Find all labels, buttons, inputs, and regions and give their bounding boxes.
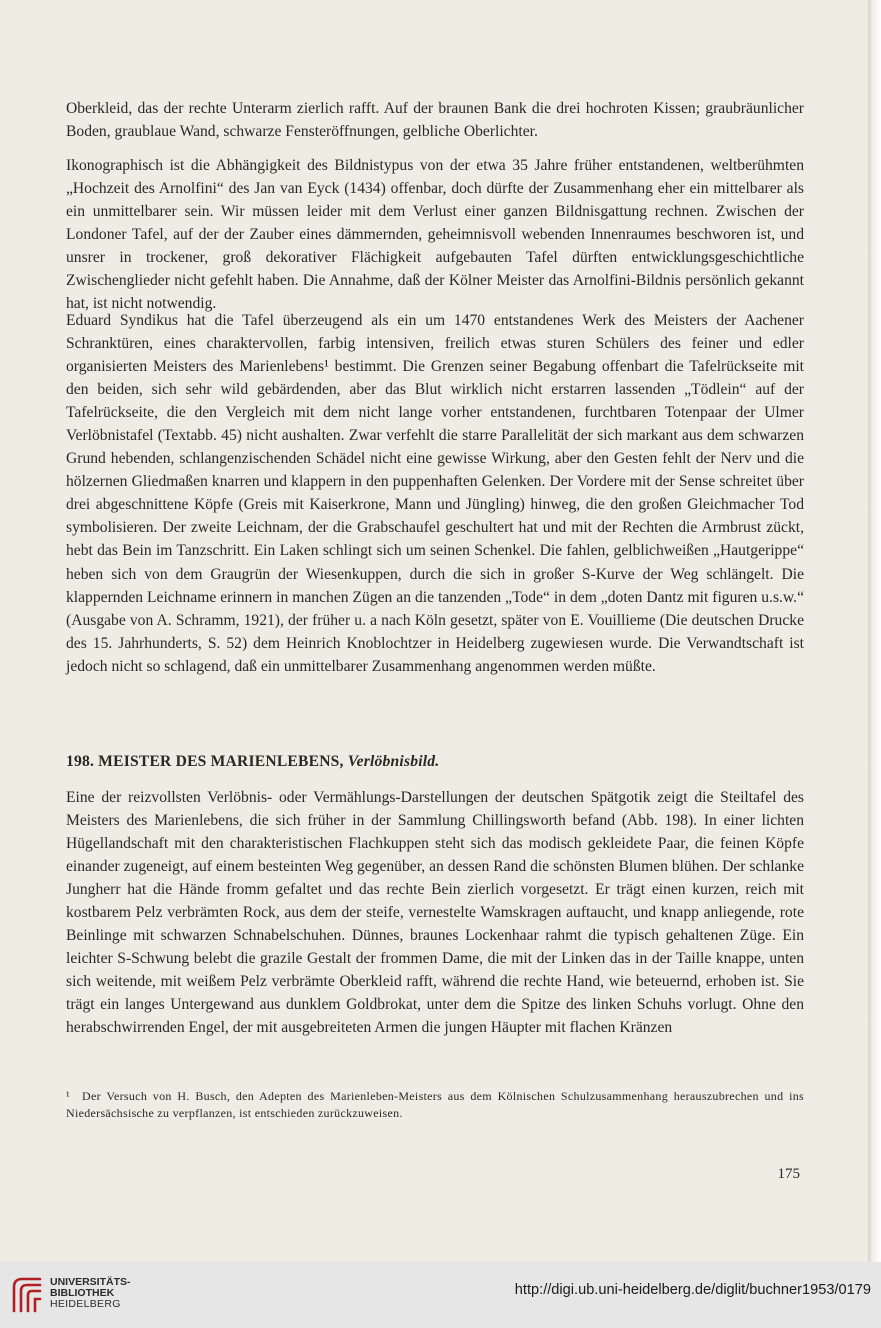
permalink-url[interactable]: http://digi.ub.uni-heidelberg.de/diglit/buchner1953/0179: [514, 1282, 871, 1298]
footnote-text: Der Versuch von H. Busch, den Adepten des Marienleben-Meisters aus dem Kölnischen Schulzusammenhang herauszubrechen und ins Niedersächsische zu verpflanzen, ist entschieden zurückzuweisen.: [66, 1089, 804, 1120]
footnote-marker: ¹: [66, 1089, 70, 1103]
footnote: [66, 1088, 804, 1122]
library-logo[interactable]: [10, 1270, 200, 1320]
logo-line-3: HEIDELBERG: [50, 1298, 121, 1310]
section-heading-title: 198. MEISTER DES MARIENLEBENS,: [66, 753, 344, 770]
library-logo-text: [50, 1277, 131, 1310]
library-logo-icon: [10, 1273, 44, 1315]
body-paragraph-1: Oberkleid, das der rechte Unterarm zierlich rafft. Auf der braunen Bank die drei hochroten Kissen; graubräunlicher Boden, graublaue Wand, schwarze Fensteröffnungen, gelbliche Oberlichter.: [66, 100, 804, 141]
section-heading: [66, 752, 804, 772]
page-number: 175: [777, 1166, 800, 1182]
body-paragraph-2: Ikonographisch ist die Abhängigkeit des Bildnistypus von der etwa 35 Jahre früher entstandenen, weltberühmten „Hochzeit des Arnolfini“ des Jan van Eyck (1434) offenbar, doch dürfte der Zusammenhang eher ein mittelbarer als ein unmittelbarer sein. Wir müssen leider mit dem Verlust einer ganzen Bildnisgattung rechnen. Zwischen der Londoner Tafel, auf der der Zauber eines dämmernden, geheimnisvoll webenden Innenraumes beschworen ist, und unsrer in trockener, groß dekorativer Flächigkeit aufgebauten Tafel dürften entwicklungsgeschichtliche Zwischenglieder nicht gefehlt haben. Die Annahme, daß der Kölner Meister das Arnolfini-Bildnis persönlich gekannt hat, ist nicht notwendig.: [66, 157, 804, 313]
footer-bar: [0, 1262, 881, 1328]
body-paragraph-4: Eine der reizvollsten Verlöbnis- oder Vermählungs-Darstellungen der deutschen Spätgotik zeigt die Steiltafel des Meisters des Marienlebens, die sich früher in der Sammlung Chillingsworth befand (Abb. 198). In einer lichten Hügellandschaft mit den charakteristischen Flachkuppen steht sich das modisch gekleidete Paar, die feinen Köpfe einander zugeneigt, auf einem besteinten Weg gegenüber, an dessen Rand die schönsten Blumen blühen. Der schlanke Jungherr hat die Hände fromm gefaltet und das rechte Bein zierlich vorgesetzt. Er trägt einen kurzen, reich mit kostbarem Pelz verbrämten Rock, aus dem der steife, vernestelte Wamskragen auftaucht, und knapp anliegende, rote Beinlinge mit schwarzen Schnabelschuhen. Dünnes, braunes Lockenhaar rahmt die typisch gehaltenen Züge. Ein leichter S-Schwung belebt die grazile Gestalt der frommen Dame, die mit der Linken das in der Taille knappe, unten sich weitende, mit weißem Pelz verbrämte Oberkleid rafft, während die rechte Hand, wie beteuernd, erhoben ist. Sie trägt ein langes Untergewand aus dunklem Goldbrokat, unter dem die Spitze des linken Schuhs vorlugt. Ohne den herabschwirrenden Engel, der mit ausgebreiteten Armen die jungen Häupter mit flachen Kränzen: [66, 789, 804, 1037]
page-edge: [868, 0, 881, 1262]
logo-line-1: UNIVERSITÄTS-: [50, 1276, 131, 1288]
section-heading-subtitle: Verlöbnisbild.: [347, 753, 440, 770]
body-paragraph-3: Eduard Syndikus hat die Tafel überzeugend als ein um 1470 entstandenes Werk des Meisters der Aachener Schranktüren, eines charaktervollen, farbig intensiven, freilich etwas sturen Schülers des feiner und edler organisierten Meisters des Marienlebens¹ bestimmt. Die Grenzen seiner Begabung offenbart die Tafelrückseite mit den beiden, sich sehr wild gebärdenden, aber das Blut wirklich nicht erstarren lassenden „Tödlein“ auf der Tafelrückseite, die den Vergleich mit dem nicht lange vorher entstandenen, furchtbaren Totenpaar der Ulmer Verlöbnistafel (Textabb. 45) nicht aushalten. Zwar verfehlt die starre Parallelität der sich markant aus dem schwarzen Grund hebenden, schlangenzischenden Schädel nicht eine gewisse Wirkung, aber den Gesten fehlt der Nerv und die hölzernen Gliedmaßen knarren und klappern in den puppenhaften Gelenken. Der Vordere mit der Sense schreitet über drei abgeschnittene Köpfe (Greis mit Kaiserkrone, Mann und Jüngling) hinweg, die den großen Gleichmacher Tod symbolisieren. Der zweite Leichnam, der die Grabschaufel geschultert hat und mit der Rechten die Armbrust zückt, hebt das Bein im Tanzschritt. Ein Laken schlingt sich um seinen Schenkel. Die fahlen, gelblichweißen „Hautgerippe“ heben sich von dem Graugrün der Wiesenkuppen, durch die sich in großer S-Kurve der Weg schlängelt. Die klappernden Leichname erinnern in manchen Zügen an die tanzenden „Tode“ in dem „doten Dantz mit figuren u.s.w.“ (Ausgabe von A. Schramm, 1921), der früher u. a nach Köln gesetzt, später von E. Vouillieme (Die deutschen Drucke des 15. Jahrhunderts, S. 52) dem Heinrich Knoblochtzer in Heidelberg zugewiesen wurde. Die Verwandtschaft ist jedoch nicht so schlagend, daß ein unmittelbarer Zusammenhang angenommen werden müßte.: [66, 312, 804, 675]
logo-line-2: BIBLIOTHEK: [50, 1287, 115, 1299]
